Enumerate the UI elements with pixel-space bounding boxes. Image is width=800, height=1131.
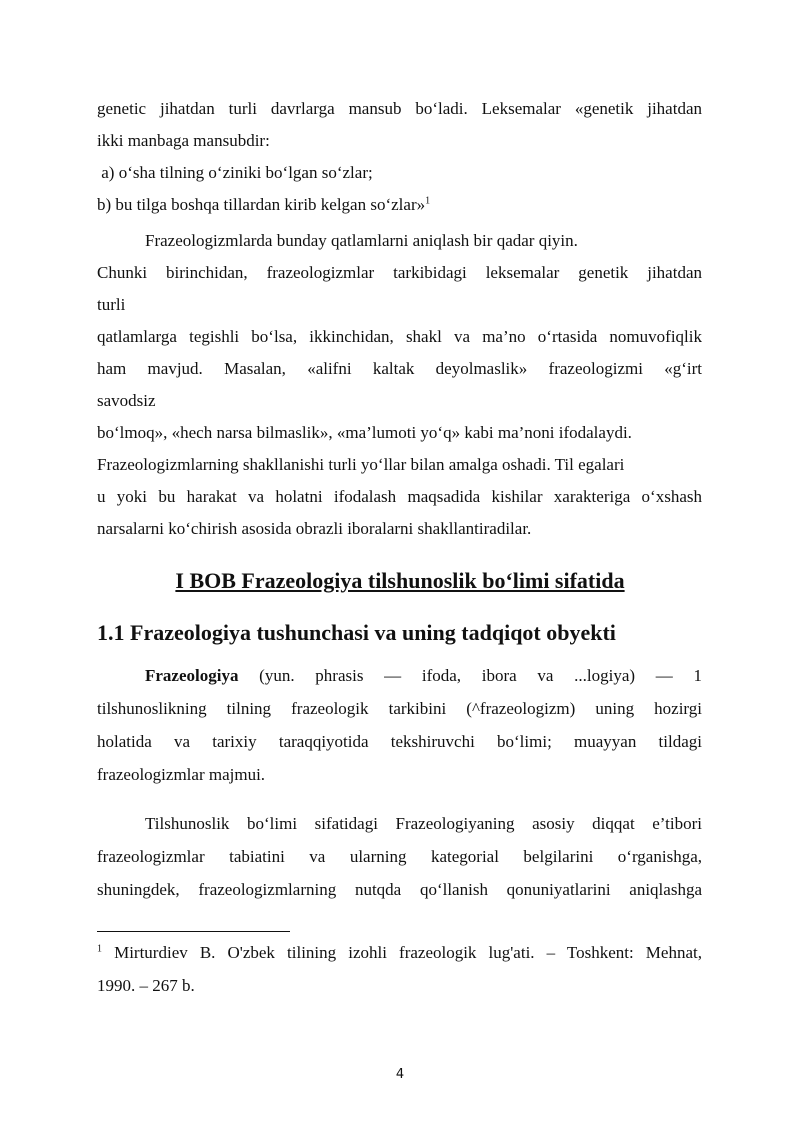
definition-line: frazeologizmlar majmui.	[97, 765, 266, 784]
body-line: turli	[97, 295, 126, 314]
body-line: Frazeologizmlarning shakllanishi turli yo‘llar bilan amalga oshadi. Til egalari	[97, 455, 625, 474]
footnote-text: Mirturdiev B. O'zbek tilining izohli frazeologik lug'ati. – Toshkent: Mehnat,	[102, 943, 702, 962]
body-line-text: b) bu tilga boshqa tillardan kirib kelgan so‘zlar»	[97, 195, 426, 214]
body-line: ikki manbaga mansubdir:	[97, 131, 270, 150]
body-line: qatlamlarga tegishli bo‘lsa, ikkinchidan, shakl va ma’no o‘rtasida nomuvofiqlik	[97, 327, 702, 346]
footnote-reference[interactable]: 1	[425, 195, 431, 207]
page-number: 4	[395, 1067, 405, 1082]
footnote-mark: 1	[97, 943, 102, 955]
body-line: savodsiz	[97, 391, 156, 410]
body-line	[97, 193, 430, 217]
body-line: frazeologizmlar tabiatini va ularning kategorial belgilarini o‘rganishga,	[97, 847, 702, 866]
body-line: shuningdek, frazeologizmlarning nutqda qo‘llanish qonuniyatlarini aniqlashga	[97, 880, 702, 899]
footnote-line: 1990. – 267 b.	[97, 976, 195, 995]
definition-line: tilshunoslikning tilning frazeologik tarkibini (^frazeologizm) uning hozirgi	[97, 699, 702, 718]
definition-line	[145, 664, 702, 688]
footnote-line	[97, 941, 702, 965]
footnote-separator	[97, 931, 290, 932]
chapter-title: I BOB Frazeologiya tilshunoslik bo‘limi sifatida	[175, 568, 625, 593]
body-line: u yoki bu harakat va holatni ifodalash maqsadida kishilar xarakteriga o‘xshash	[97, 487, 702, 506]
section-title: 1.1 Frazeologiya tushunchasi va uning tadqiqot obyekti	[97, 620, 616, 645]
definition-text: (yun. phrasis — ifoda, ibora va ...logiya) — 1	[238, 666, 702, 685]
definition-line: holatida va tarixiy taraqqiyotida tekshiruvchi bo‘limi; muayyan tildagi	[97, 732, 702, 751]
definition-term: Frazeologiya	[145, 666, 239, 685]
body-line: Tilshunoslik bo‘limi sifatidagi Frazeologiyaning asosiy diqqat e’tibori	[145, 814, 702, 833]
body-line: bo‘lmoq», «hech narsa bilmaslik», «ma’lumoti yo‘q» kabi ma’noni ifodalaydi.	[97, 423, 632, 442]
body-line: a) o‘sha tilning o‘ziniki bo‘lgan so‘zlar;	[97, 163, 373, 182]
body-line: narsalarni ko‘chirish asosida obrazli iboralarni shakllantiradilar.	[97, 519, 532, 538]
body-line: Chunki birinchidan, frazeologizmlar tarkibidagi leksemalar genetik jihatdan	[97, 263, 702, 282]
body-line: genetic jihatdan turli davrlarga mansub bo‘ladi. Leksemalar «genetik jihatdan	[97, 99, 702, 118]
body-line: Frazeologizmlarda bunday qatlamlarni aniqlash bir qadar qiyin.	[145, 231, 578, 250]
body-line: ham mavjud. Masalan, «alifni kaltak deyolmaslik» frazeologizmi «g‘irt	[97, 359, 702, 378]
